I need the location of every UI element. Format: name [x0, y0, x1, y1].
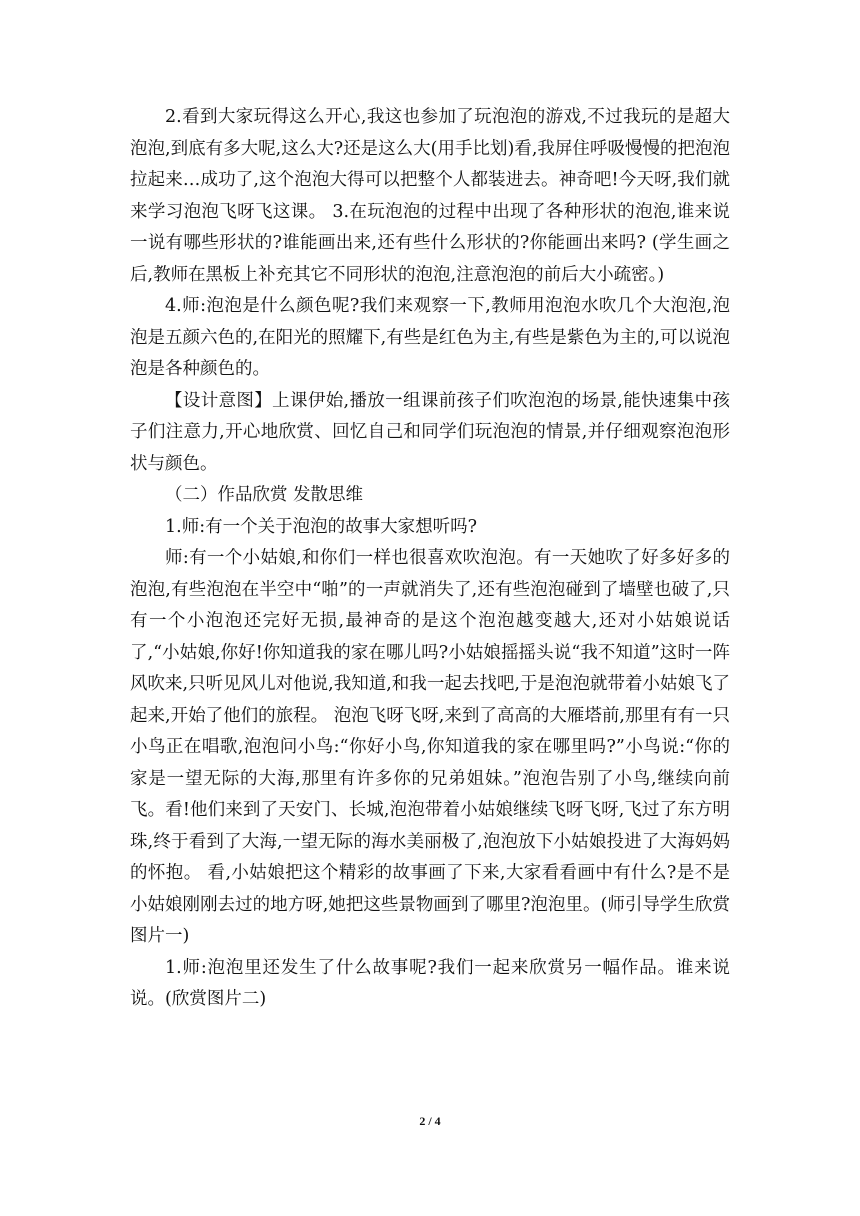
section-heading-appreciation: （二）作品欣赏 发散思维 [165, 485, 364, 505]
paragraph-bubble-story: 师:有一个小姑娘,和你们一样也很喜欢吹泡泡。有一天她吹了好多好多的泡泡,有些泡泡在半空中“啪”的一声就消失了,还有些泡泡碰到了墙壁也破了,只有一个小泡泡还完好无损,最神奇的是这个泡泡越变越大,还对小姑娘说话了,“小姑娘,你好!你知道我的家在哪儿吗?小姑娘摇摇头说“我不知道”这时一阵风吹来,只听见风儿对他说,我知道,和我一起去找吧,于是泡泡就带着小姑娘飞了起来,开始了他们的旅程。 泡泡飞呀飞呀,来到了高高的大雁塔前,那里有有一只小鸟正在唱歌,泡泡问小鸟:“你好小鸟,你知道我的家在哪里吗?”小鸟说:“你的家是一望无际的大海,那里有许多你的兄弟姐妹。”泡泡告别了小鸟,继续向前飞。看!他们来到了天安门、长城,泡泡带着小姑娘继续飞呀飞呀,飞过了东方明珠,终于看到了大海,一望无际的海水美丽极了,泡泡放下小姑娘投进了大海妈妈的怀抱。 看,小姑娘把这个精彩的故事画了下来,大家看看画中有什么?是不是小姑娘刚刚去过的地方呀,她把这些景物画到了哪里?泡泡里。(师引导学生欣赏图片一) [130, 548, 730, 946]
document-body [130, 102, 730, 1016]
page-number: 2 / 4 [419, 1114, 441, 1128]
paragraph-second-work: 1.师:泡泡里还发生了什么故事呢?我们一起来欣赏另一幅作品。谁来说说。(欣赏图片二) [130, 957, 730, 1009]
paragraph-story-question: 1.师:有一个关于泡泡的故事大家想听吗? [165, 516, 477, 537]
paragraph-design-intent: 【设计意图】上课伊始,播放一组课前孩子们吹泡泡的场景,能快速集中孩子们注意力,开心地欣赏、回忆自己和同学们玩泡泡的情景,并仔细观察泡泡形状与颜色。 [130, 390, 730, 474]
paragraph-bubble-colors: 4.师:泡泡是什么颜色呢?我们来观察一下,教师用泡泡水吹几个大泡泡,泡泡是五颜六色的,在阳光的照耀下,有些是红色为主,有些是紫色为主的,可以说泡泡是各种颜色的。 [130, 296, 730, 379]
paragraph-intro-bubble-game: 2.看到大家玩得这么开心,我这也参加了玩泡泡的游戏,不过我玩的是超大泡泡,到底有多大呢,这么大?还是这么大(用手比划)看,我屏住呼吸慢慢的把泡泡拉起来…成功了,这个泡泡大得可以把整个人都装进去。神奇吧!今天呀,我们就来学习泡泡飞呀飞这课。 3.在玩泡泡的过程中出现了各种形状的泡泡,谁来说一说有哪些形状的?谁能画出来,还有些什么形状的?你能画出来吗? (学生画之后,教师在黑板上补充其它不同形状的泡泡,注意泡泡的前后大小疏密。) [130, 107, 730, 285]
